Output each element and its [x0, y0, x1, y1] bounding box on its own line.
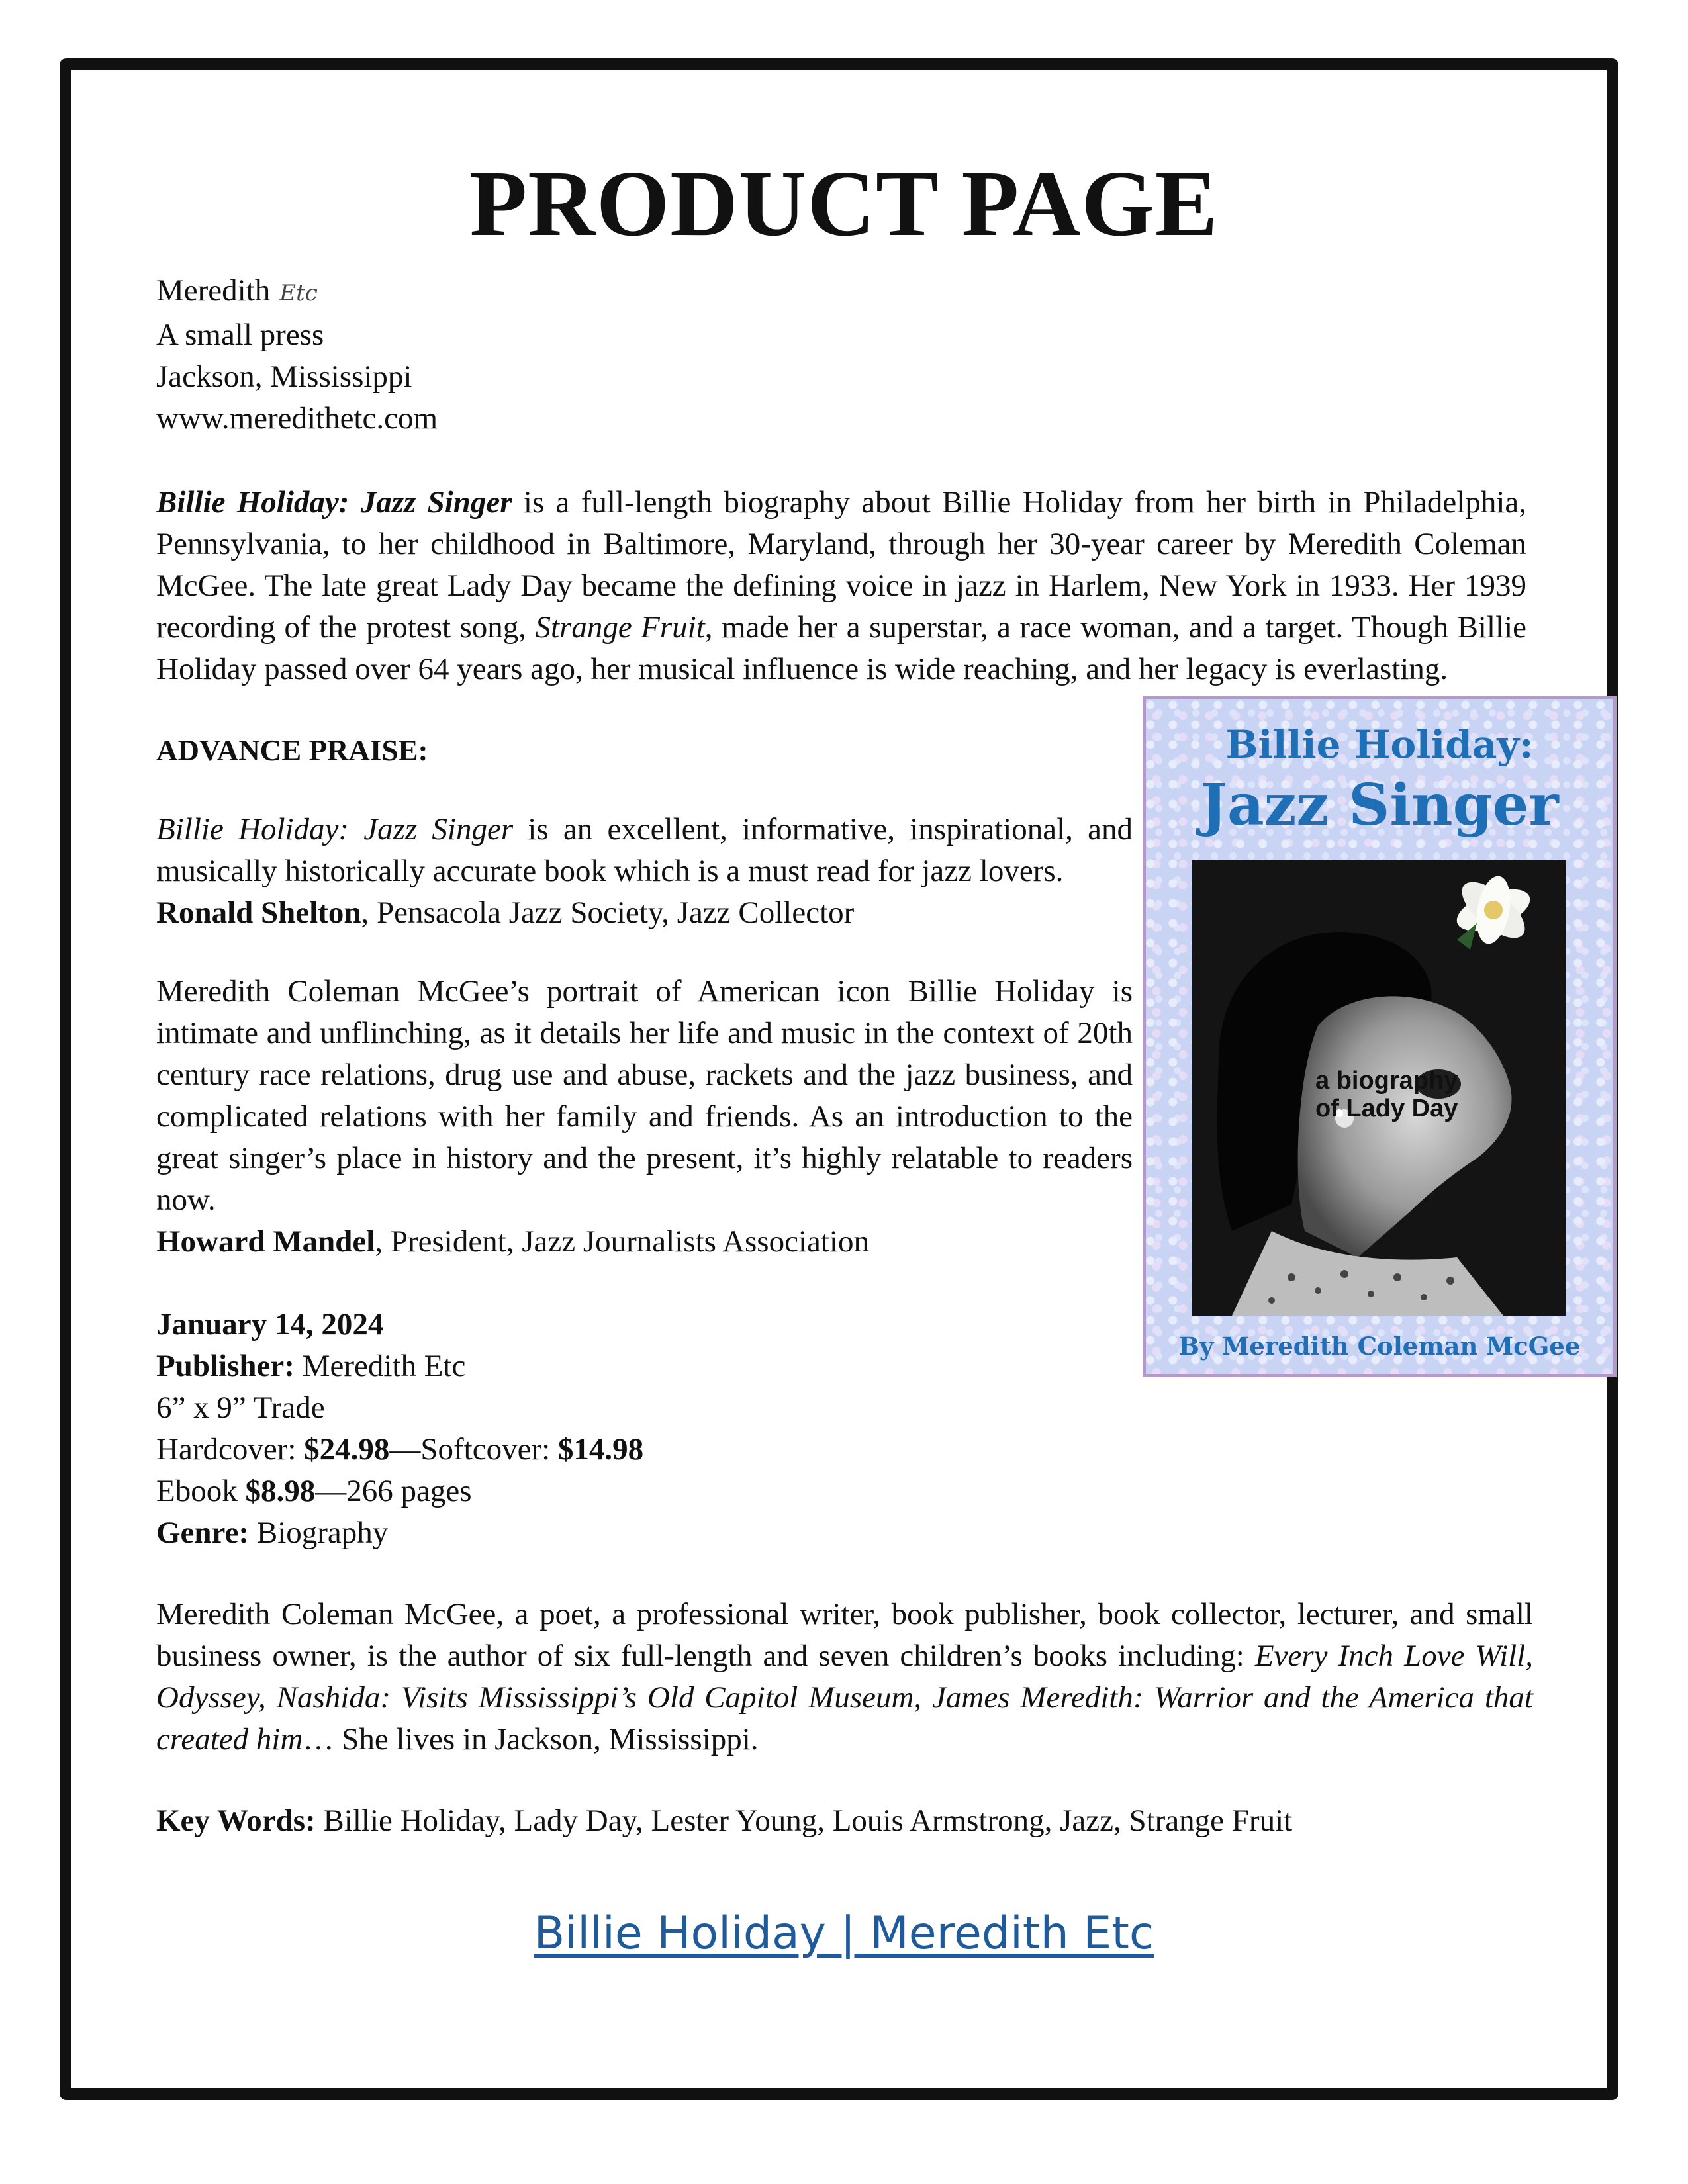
bio-text-part1: Meredith Coleman McGee, a poet, a professional writer, book publisher, book collector, lecturer, and small business owner, is the author of six full-length and seven children’s books including:: [156, 1597, 1533, 1673]
book-description: [156, 482, 1526, 690]
genre-line: [156, 1512, 1133, 1554]
quote-text: is an excellent, informative, inspirational, and musically historically accurate book which is a must read for jazz lovers.: [156, 812, 1133, 888]
bio-text-part2: … She lives in Jackson, Mississippi.: [303, 1722, 759, 1756]
praise-quote: [156, 809, 1133, 892]
publisher-value: Meredith Etc: [294, 1349, 466, 1383]
book-cover: [1143, 696, 1617, 1377]
genre-label: Genre:: [156, 1516, 250, 1550]
quote-author: Howard Mandel: [156, 1224, 375, 1259]
cover-title-line2: Jazz Singer: [1200, 772, 1559, 839]
ebook-label: Ebook: [156, 1474, 246, 1508]
publisher-line: [156, 1345, 1133, 1387]
praise-quote: Meredith Coleman McGee’s portrait of American icon Billie Holiday is intimate and unflinching, as it details her life and music in the context of 20th century race relations, drug use and abuse, rackets and the jazz business, and complicated relations with her family and friends. As an introduction to the great singer’s place in history and the present, it’s highly relatable to readers now.: [156, 974, 1133, 1217]
hardcover-price: $24.98: [304, 1432, 390, 1467]
hardcover-label: Hardcover:: [156, 1432, 305, 1467]
softcover-price: $14.98: [557, 1432, 644, 1467]
book-page-link[interactable]: Billie Holiday | Meredith Etc: [534, 1907, 1154, 1960]
release-date: January 14, 2024: [156, 1307, 384, 1342]
quote-affiliation: , President, Jazz Journalists Association: [375, 1224, 869, 1259]
cover-subtitle: [1315, 1067, 1458, 1122]
keywords-label: Key Words:: [156, 1803, 316, 1838]
price-line: [156, 1429, 1133, 1471]
praise-attribution: [156, 1221, 1133, 1263]
cover-author: By Meredith Coleman McGee: [1178, 1332, 1581, 1361]
intro-text-part1: is a full-length biography about Billie Holiday from her birth in Philadelphia, Pennsylvania, to her childhood in Baltimore, Maryland, through her 30-year career by Meredith Coleman McGee. The late great Lady Day became the defining voice in jazz in Harlem, New York in 1933. Her 1939 recording of the protest song,: [156, 485, 1527, 645]
bio-book-titles: Every Inch Love Will, Odyssey, Nashida: Visits Mississippi’s Old Capitol Museum, James Meredith: Warrior and the America that created him: [156, 1639, 1533, 1756]
quote-affiliation: , Pensacola Jazz Society, Jazz Collector: [361, 895, 855, 930]
quote-book-title: Billie Holiday: Jazz Singer: [156, 812, 514, 846]
press-tagline: A small press: [156, 318, 324, 352]
press-info: [156, 270, 1533, 439]
praise-heading: ADVANCE PRAISE:: [156, 734, 428, 767]
ebook-line: [156, 1471, 1133, 1512]
softcover-label: —Softcover:: [389, 1432, 558, 1467]
publisher-label: Publisher:: [156, 1349, 295, 1383]
press-logo: Etc: [279, 280, 318, 306]
intro-song-title: Strange Fruit: [535, 610, 705, 645]
praise-attribution: [156, 892, 1133, 934]
cover-title-line1: Billie Holiday:: [1225, 722, 1534, 767]
trim-size: 6” x 9” Trade: [156, 1390, 325, 1425]
genre-value: Biography: [249, 1516, 389, 1550]
advance-praise: [156, 730, 1133, 1263]
cover-subtitle-line1: a biography: [1315, 1067, 1458, 1095]
author-bio: [156, 1594, 1533, 1760]
cover-subtitle-line2: of Lady Day: [1315, 1095, 1458, 1122]
page-title: PRODUCT PAGE: [469, 151, 1219, 255]
keywords: [156, 1800, 1533, 1842]
footer-link-row: [0, 1907, 1688, 1960]
keywords-list: Billie Holiday, Lady Day, Lester Young, Louis Armstrong, Jazz, Strange Fruit: [315, 1803, 1293, 1838]
page-count: —266 pages: [315, 1474, 472, 1508]
press-name: Meredith: [156, 273, 271, 308]
book-details: [156, 1304, 1133, 1554]
intro-text-part2: , made her a superstar, a race woman, and a target. Though Billie Holiday passed over 64 years ago, her musical influence is wide reaching, and her legacy is everlasting.: [156, 610, 1527, 686]
press-name-line: [156, 270, 1533, 314]
quote-author: Ronald Shelton: [156, 895, 361, 930]
intro-book-title: Billie Holiday: Jazz Singer: [156, 485, 512, 520]
press-location: Jackson, Mississippi: [156, 359, 412, 394]
ebook-price: $8.98: [245, 1474, 316, 1508]
press-website: www.meredithetc.com: [156, 401, 438, 435]
